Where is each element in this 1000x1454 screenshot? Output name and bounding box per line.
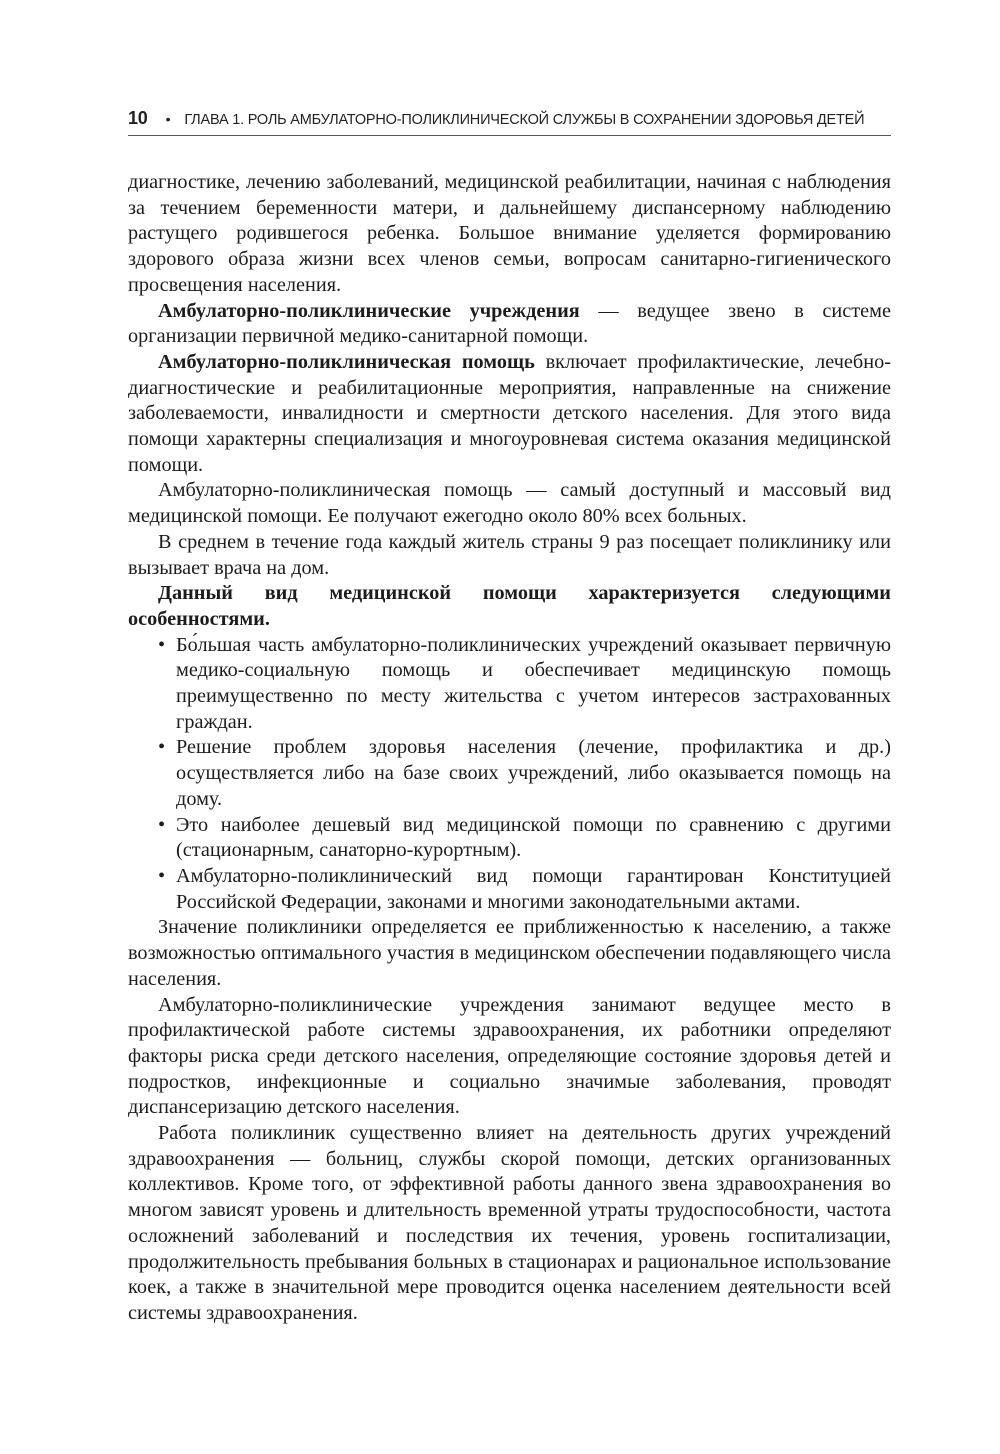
definition-care: включает профилактические, лечебно-диагностические и реабилитационные мероприятия, направленные на снижение заболеваемости, инвалидности и смертности детского населения. Для этого вида помощи характерны специализация и многоуровневая система оказания медицинской помощи. [128, 350, 891, 476]
paragraph-features-intro: Данный вид медицинской помощи характеризуется следующими особенностями. [128, 582, 891, 630]
list-item-text: Решение проблем здоровья населения (лечение, профилактика и др.) осуществляется либо на базе своих учреждений, либо оказывается помощь на дому. [176, 736, 891, 810]
paragraph-care-definition [128, 350, 891, 479]
paragraph-visits: В среднем в течение года каждый житель страны 9 раз посещает поликлинику или вызывает врача на дом. [128, 530, 891, 579]
list-item [158, 864, 891, 915]
term-care: Амбулаторно-поликлиническая помощь [158, 350, 535, 373]
list-item [158, 813, 891, 864]
list-item [158, 633, 891, 736]
paragraph-clinic-impact: Работа поликлиник существенно влияет на деятельность других учреждений здравоохранения — больниц, службы скорой помощи, детских организованных коллективов. Кроме того, от эффективной работы данного звена здравоохранения во многом зависят уровень и длительность временной утраты трудоспособности, частота осложнений заболеваний и последствия их течения, уровень госпитализации, продолжительность пребывания больных в стационарах и рациональное использование коек, а также в значительной мере проводится оценка населением деятельности всей системы здравоохранения. [128, 1122, 891, 1324]
paragraph-accessibility: Амбулаторно-поликлиническая помощь — самый доступный и массовый вид медицинской помощи. Ее получают ежегодно около 80% всех больных. [128, 479, 891, 528]
book-page [128, 108, 891, 1327]
term-institutions: Амбулаторно-поликлинические учреждения [158, 299, 580, 322]
list-item-text: Бо́льшая часть амбулаторно-поликлинических учреждений оказывает первичную медико-социальную помощь и обеспечивает медицинскую помощь преимущественно по месту жительства с учетом интересов застрахованных граждан. [176, 633, 891, 733]
bullet-marker: • [158, 633, 166, 656]
bullet-marker: • [158, 813, 166, 836]
bullet-marker: • [158, 864, 166, 887]
definition-institutions: — ведущее звено в системе организации первичной медико-санитарной помощи. [128, 299, 891, 348]
list-item [158, 735, 891, 812]
running-header [128, 108, 891, 136]
chapter-title: ГЛАВА 1. РОЛЬ АМБУЛАТОРНО-ПОЛИКЛИНИЧЕСКОЙ СЛУЖБЫ В СОХРАНЕНИИ ЗДОРОВЬЯ ДЕТЕЙ [184, 112, 865, 128]
header-bullet: • [165, 111, 171, 127]
list-item-text: Это наиболее дешевый вид медицинской помощи по сравнению с другими (стационарным, санаторно-курортным). [176, 813, 891, 862]
list-item-text: Амбулаторно-поликлинический вид помощи гарантирован Конституцией Российской Федерации, законами и многими законодательными актами. [176, 864, 891, 913]
paragraph-institutions-definition [128, 299, 891, 350]
paragraph-prevention-role: Амбулаторно-поликлинические учреждения занимают ведущее место в профилактической работе системы здравоохранения, их работники определяют факторы риска среди детского населения, определяющие состояние здоровья детей и подростков, инфекционные и социально значимые заболевания, проводят диспансеризацию детского населения. [128, 993, 891, 1119]
paragraph-clinic-value: Значение поликлиники определяется ее приближенностью к населению, а также возможностью оптимального участия в медицинском обеспечении подавляющего числа населения. [128, 916, 891, 990]
paragraph-continuation: диагностике, лечению заболеваний, медицинской реабилитации, начиная с наблюдения за течением беременности матери, и дальнейшему диспансерному наблюдению растущего родившегося ребенка. Большое внимание уделяется формированию здорового образа жизни всех членов семьи, вопросам санитарно-гигиенического просвещения населения. [128, 171, 891, 296]
body-text [128, 170, 891, 1327]
bullet-marker: • [158, 736, 166, 759]
features-list [128, 633, 891, 916]
page-number: 10 [128, 108, 148, 128]
